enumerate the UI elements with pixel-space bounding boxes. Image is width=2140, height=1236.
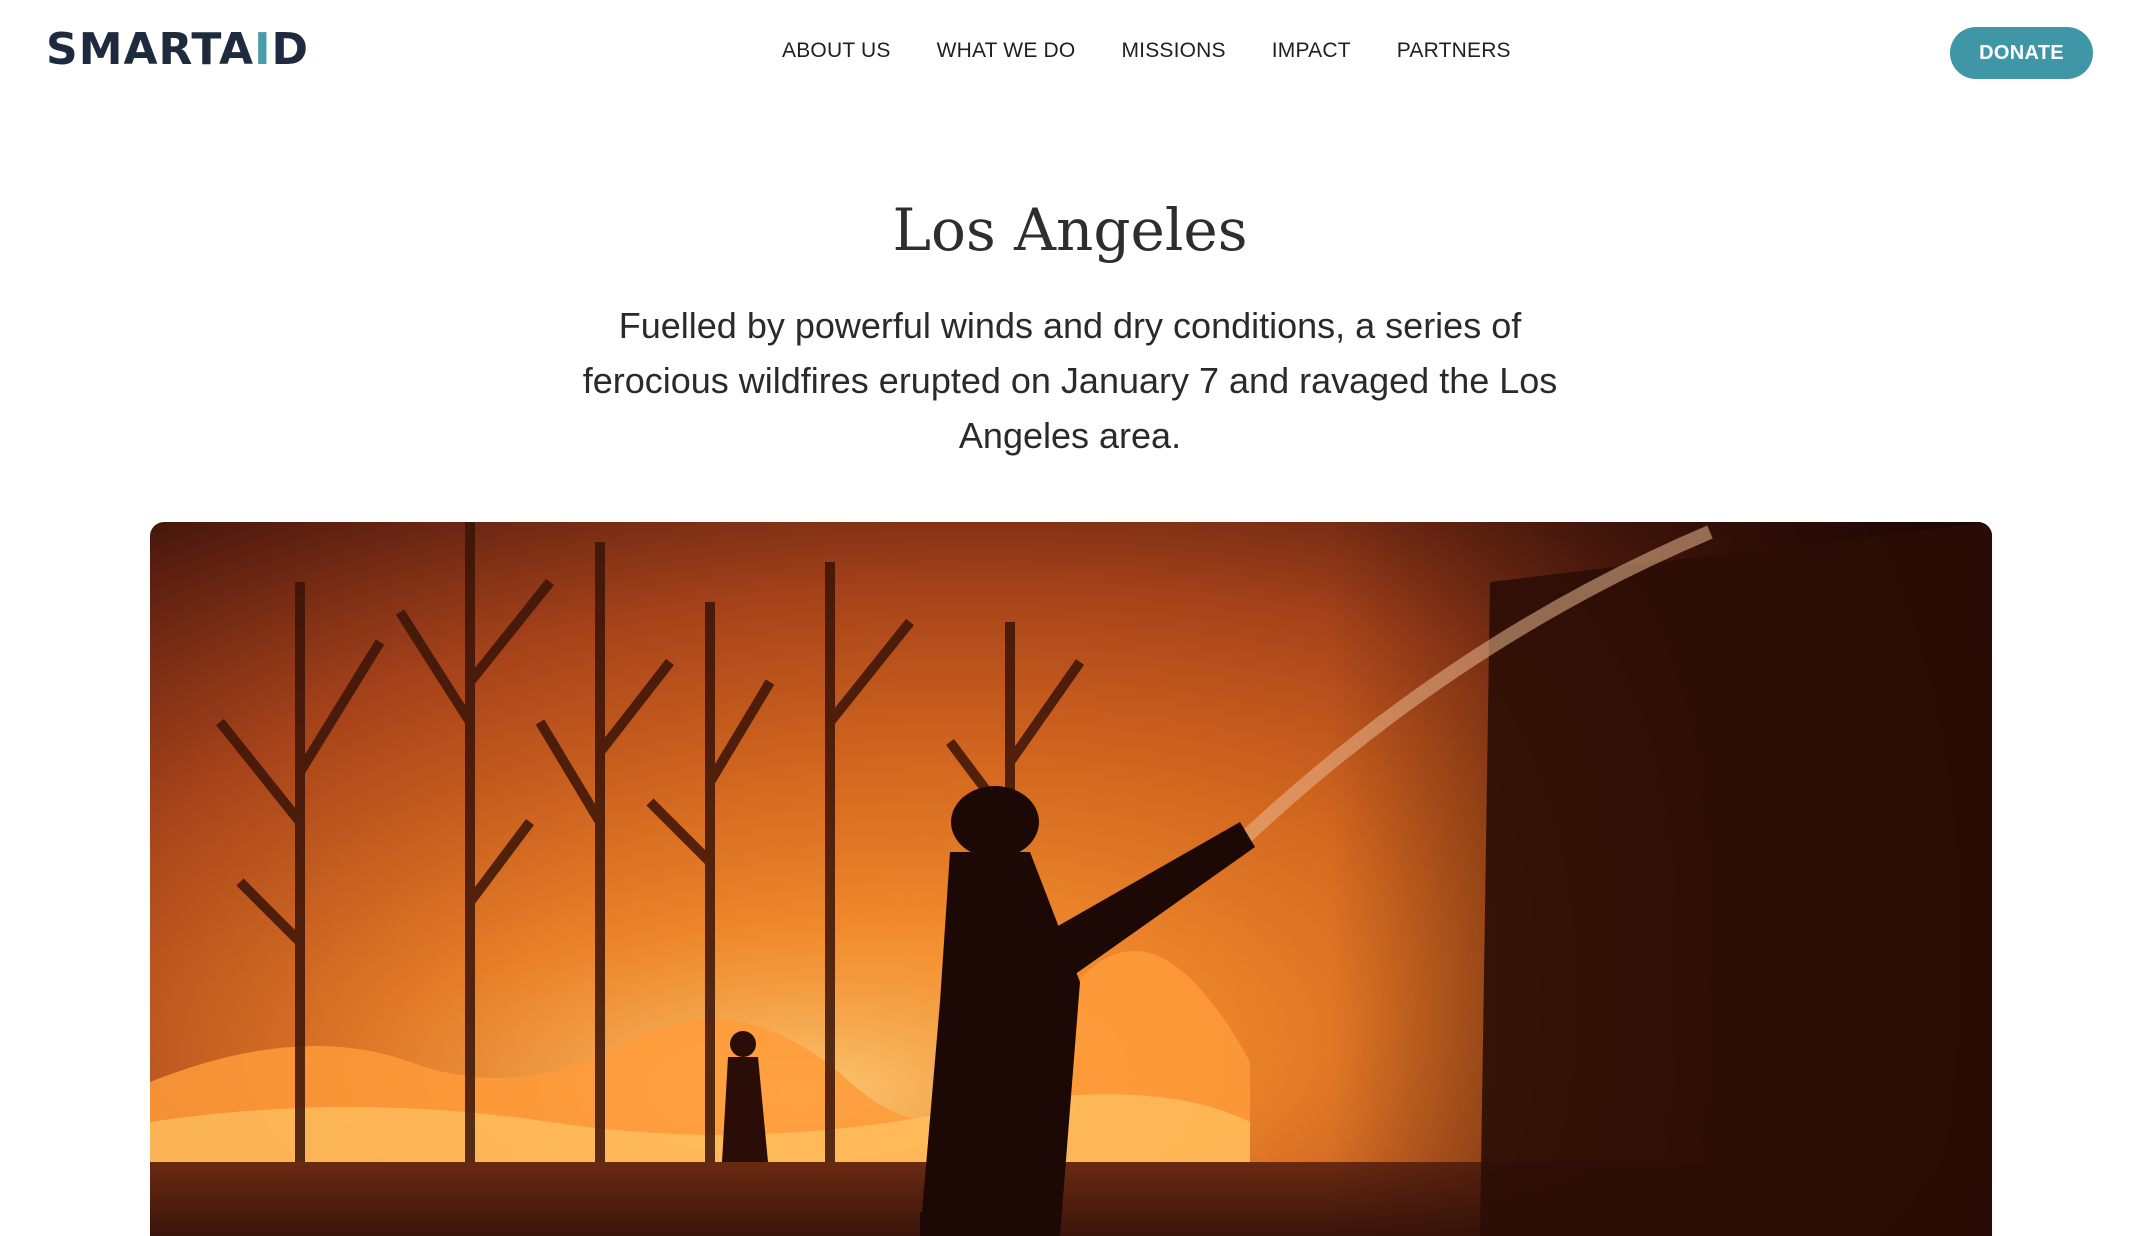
site-header xyxy=(0,0,2140,104)
hero-illustration xyxy=(150,522,1992,1236)
main-nav xyxy=(782,36,1557,66)
nav-item-partners[interactable]: PARTNERS xyxy=(1396,39,1511,62)
nav-item-about-us[interactable]: ABOUT US xyxy=(782,39,891,62)
hero-image-wildfire-firefighter xyxy=(150,522,1992,1236)
smartaid-logo[interactable] xyxy=(46,26,309,74)
page-title: Los Angeles xyxy=(892,196,1248,264)
nav-item-what-we-do[interactable]: WHAT WE DO xyxy=(936,39,1076,62)
nav-item-missions[interactable]: MISSIONS xyxy=(1121,39,1226,62)
nav-item-impact[interactable]: IMPACT xyxy=(1271,39,1351,62)
page-subtitle: Fuelled by powerful winds and dry conditions, a series of ferocious wildfires erupted on January 7 and ravaged the Los Angeles area. xyxy=(582,305,1558,456)
logo-text-main: SMARTA xyxy=(46,24,255,75)
logo-text-end: D xyxy=(271,24,309,75)
donate-button[interactable]: DONATE xyxy=(1950,27,2093,79)
logo-text-accent: I xyxy=(254,24,272,75)
